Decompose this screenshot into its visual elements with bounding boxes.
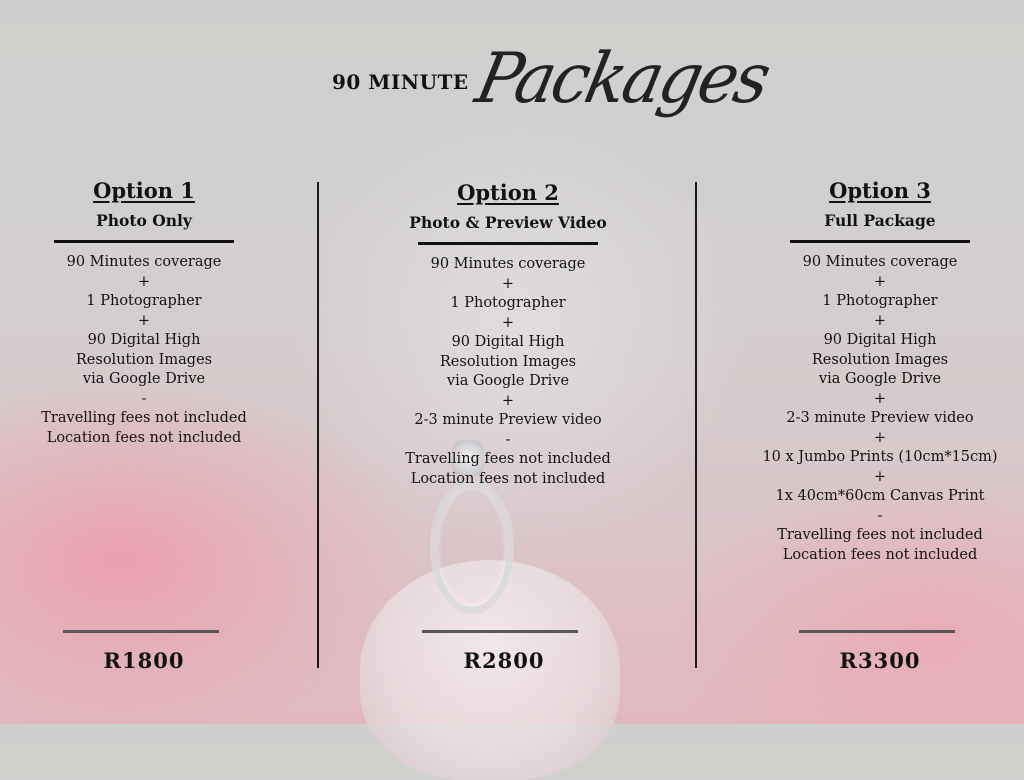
feature-line: 2-3 minute Preview video	[414, 412, 602, 428]
feature-line: via Google Drive	[818, 371, 942, 387]
feature-line: Resolution Images	[811, 351, 949, 368]
title-script: Packages	[469, 38, 775, 119]
option-title: Option 1	[93, 178, 195, 203]
feature-line: 1 Photographer	[450, 295, 566, 311]
feature-line: +	[501, 275, 515, 292]
feature-line: +	[137, 312, 151, 329]
feature-line: +	[501, 392, 515, 409]
column-divider	[317, 182, 319, 668]
feature-line: Resolution Images	[75, 351, 213, 368]
option-subtitle: Full Package	[824, 211, 936, 230]
option-2-column	[388, 178, 628, 489]
feature-line: Location fees not included	[782, 546, 978, 563]
feature-line: 1 Photographer	[86, 293, 202, 309]
option-subtitle: Photo Only	[96, 211, 192, 230]
feature-line: +	[137, 273, 151, 290]
feature-line: 90 Digital High	[823, 332, 937, 348]
option-1-column	[24, 176, 264, 448]
column-divider	[695, 182, 697, 668]
feature-line: 1x 40cm*60cm Canvas Print	[775, 488, 985, 504]
feature-line: Location fees not included	[46, 429, 242, 446]
page-title	[330, 38, 775, 150]
feature-line: Travelling fees not included	[777, 527, 983, 543]
ring-photo	[430, 480, 514, 614]
feature-line: +	[873, 312, 887, 329]
option-subtitle: Photo & Preview Video	[409, 213, 607, 232]
feature-line: 90 Digital High	[451, 334, 565, 350]
feature-line: 90 Minutes coverage	[802, 254, 958, 270]
title-rule	[790, 240, 970, 243]
feature-line: Resolution Images	[439, 353, 577, 370]
feature-line: 90 Minutes coverage	[66, 254, 222, 270]
title-rule	[418, 242, 598, 245]
price-rule	[799, 630, 955, 633]
feature-list	[388, 255, 628, 489]
feature-line: Travelling fees not included	[41, 410, 247, 426]
option-3-price: R3300	[839, 648, 921, 673]
feature-line: -	[141, 390, 147, 407]
option-title: Option 2	[457, 180, 559, 205]
option-3-column	[760, 176, 1000, 565]
feature-line: +	[501, 314, 515, 331]
feature-line: -	[877, 507, 883, 524]
option-2-price: R2800	[463, 648, 545, 673]
feature-line: via Google Drive	[446, 373, 570, 389]
feature-line: via Google Drive	[82, 371, 206, 387]
feature-list	[760, 253, 1000, 565]
price-rule	[422, 630, 578, 633]
feature-line: Travelling fees not included	[405, 451, 611, 467]
feature-line: 1 Photographer	[822, 293, 938, 309]
price-rule	[63, 630, 219, 633]
feature-line: +	[873, 390, 887, 407]
feature-list	[24, 253, 264, 448]
title-rule	[54, 240, 234, 243]
feature-line: 90 Minutes coverage	[430, 256, 586, 272]
feature-line: -	[505, 431, 511, 448]
feature-line: Location fees not included	[410, 470, 606, 487]
feature-line: +	[873, 273, 887, 290]
feature-line: +	[873, 429, 887, 446]
option-1-price: R1800	[103, 648, 185, 673]
title-caps: 90 MINUTE	[332, 70, 469, 94]
feature-line: 10 x Jumbo Prints (10cm*15cm)	[762, 449, 998, 465]
option-title: Option 3	[829, 178, 931, 203]
feature-line: +	[873, 468, 887, 485]
feature-line: 90 Digital High	[87, 332, 201, 348]
feature-line: 2-3 minute Preview video	[786, 410, 974, 426]
